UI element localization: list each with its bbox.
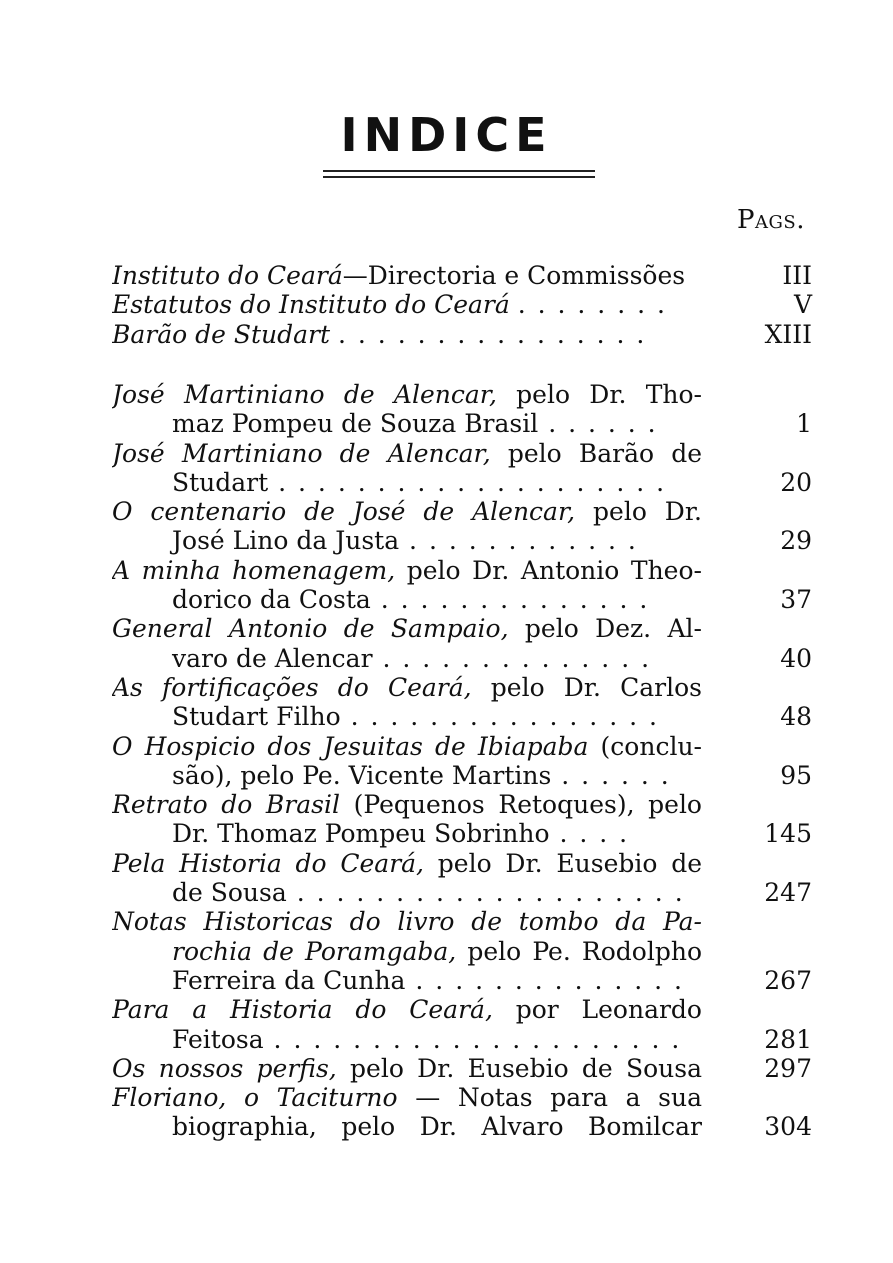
entry-title: José Martiniano de Alencar, [112, 438, 491, 468]
toc-entry [112, 1054, 812, 1083]
entry-page: III [782, 261, 812, 290]
dot-leader: . . . . [549, 819, 630, 849]
title-rule-top [323, 170, 595, 172]
toc-entry [112, 556, 812, 615]
toc-entry [112, 290, 812, 319]
entry-author: pelo Pe. Rodolpho [456, 936, 702, 966]
toc-entry [112, 320, 812, 349]
dot-leader: . . . . . . . . . . . . . . . . . . . . [268, 467, 667, 497]
dot-leader: . . . . . . . . . . . . . . [405, 965, 684, 995]
toc-entry [112, 497, 812, 556]
entry-page: 297 [764, 1053, 812, 1083]
dot-leader: . . . . . . [538, 409, 658, 439]
toc-entry [112, 673, 812, 732]
toc-entry [112, 380, 812, 439]
entry-author: (conclu- [588, 731, 702, 761]
dot-leader: . . . . . . . . . . . . . . . . . . . . . [263, 1024, 682, 1054]
dot-leader: . . . . . . . . . . . . . . . . [340, 702, 659, 732]
title-rule-bottom [323, 176, 595, 178]
entry-page: 40 [780, 643, 812, 673]
entry-author-cont: são), pelo Pe. Vicente Martins [172, 760, 552, 790]
dot-leader: . . . . . . . . . . . . . . . . . . . . [286, 878, 685, 908]
entry-author-cont: biographia, pelo Dr. Alvaro Bomilcar [172, 1112, 702, 1142]
entry-page: 48 [780, 702, 812, 732]
entry-title: Notas Historicas do livro de tombo da Pa- [112, 907, 702, 937]
entry-page: 304 [764, 1112, 812, 1142]
toc-entry [112, 614, 812, 673]
entry-title: José Martiniano de Alencar, [112, 380, 497, 409]
entry-author-cont: Dr. Thomaz Pompeu Sobrinho [172, 819, 550, 849]
entry-author: pelo Dr. Tho- [496, 380, 702, 409]
entry-title: Estatutos do Instituto do Ceará [112, 290, 510, 320]
entry-page: 267 [764, 965, 812, 995]
entry-author: pelo Dez. Al- [508, 614, 702, 644]
entry-author-cont: Studart Filho [172, 702, 341, 732]
entry-rest: —Directoria e Commissões [342, 261, 686, 290]
articles-list [112, 380, 812, 1142]
toc-entry [112, 1083, 812, 1142]
entry-author: — Notas para a sua [397, 1083, 702, 1113]
entry-author: pelo Dr. Eusebio de Sousa [336, 1053, 702, 1083]
entry-title: General Antonio de Sampaio, [112, 614, 509, 644]
toc-entry [112, 261, 812, 290]
entry-title: A minha homenagem, [112, 555, 396, 585]
toc-entry [112, 732, 812, 791]
pages-column-label: Pags. [737, 205, 805, 235]
entry-title: Retrato do Brasil [112, 790, 340, 820]
entry-author: pelo Dr. [575, 497, 702, 527]
entry-page: 247 [764, 878, 812, 908]
entry-author: (Pequenos Retoques), pelo [339, 790, 702, 820]
entry-author-cont: Ferreira da Cunha [172, 965, 406, 995]
entry-author-cont: Feitosa [172, 1024, 264, 1054]
entry-page: 281 [764, 1024, 812, 1054]
entry-author: pelo Dr. Carlos [471, 672, 702, 702]
entry-author-cont: Studart [172, 467, 269, 497]
entry-title: O Hospicio dos Jesuitas de Ibiapaba [112, 731, 589, 761]
front-matter-list [112, 261, 812, 349]
entry-author-cont: dorico da Costa [172, 585, 371, 615]
entry-title-cont: rochia de Poramgaba, [172, 936, 457, 966]
dot-leader: . . . . . . . . [517, 290, 667, 320]
dot-leader: . . . . . . . . . . . . . . . . [338, 319, 647, 349]
toc-entry [112, 907, 812, 995]
toc-entry [112, 995, 812, 1054]
entry-page: 95 [780, 760, 812, 790]
toc-entry [112, 849, 812, 908]
entry-title: As fortificações do Ceará, [112, 672, 472, 702]
entry-title: Floriano, o Taciturno [112, 1083, 398, 1113]
entry-title: Pela Historia do Ceará, [112, 848, 424, 878]
entry-author: por Leonardo [492, 995, 702, 1025]
entry-page: 20 [780, 467, 812, 497]
entry-page: 29 [780, 526, 812, 556]
entry-page: XIII [764, 319, 812, 349]
entry-author: pelo Barão de [490, 438, 702, 468]
page-title: INDICE [340, 108, 553, 162]
dot-leader: . . . . . . . . . . . . [399, 526, 638, 556]
entry-author-cont: de Sousa [172, 878, 287, 908]
entry-title: O centenario de José de Alencar, [112, 497, 576, 527]
entry-author: pelo Dr. Antonio Theo- [395, 555, 702, 585]
entry-page: 1 [796, 409, 812, 439]
entry-author-cont: José Lino da Justa [172, 526, 400, 556]
entry-page: 145 [764, 819, 812, 849]
entry-author-cont: maz Pompeu de Souza Brasil [172, 409, 539, 439]
dot-leader: . . . . . . [551, 760, 671, 790]
entry-author: pelo Dr. Eusebio de [424, 848, 702, 878]
entry-author-cont: varo de Alencar [172, 643, 373, 673]
entry-title: Os nossos perfis, [112, 1053, 337, 1083]
toc-entry [112, 790, 812, 849]
entry-page: V [793, 290, 812, 320]
entry-title: Para a Historia do Ceará, [112, 995, 493, 1025]
entry-title: Barão de Studart [112, 319, 331, 349]
entry-page: 37 [780, 585, 812, 615]
dot-leader: . . . . . . . . . . . . . . [370, 585, 650, 615]
toc-entry [112, 439, 812, 498]
dot-leader: . . . . . . . . . . . . . . [372, 643, 652, 673]
entry-title: Instituto do Ceará [112, 261, 343, 290]
